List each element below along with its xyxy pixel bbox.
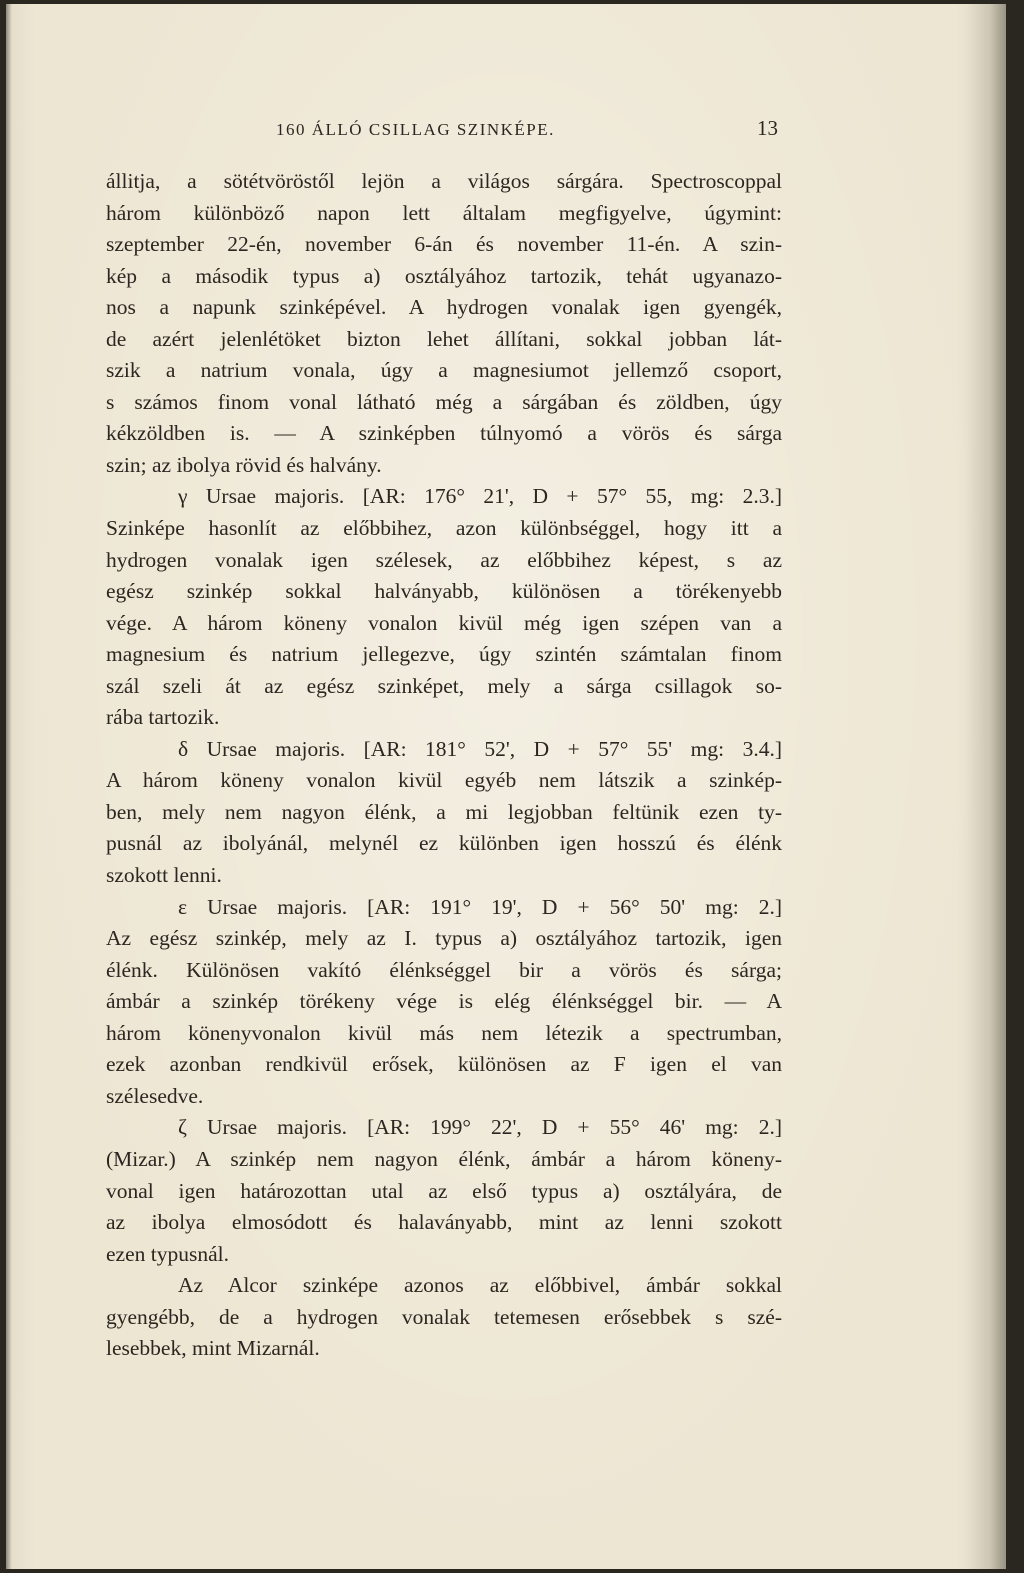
text-line: ben, mely nem nagyon élénk, a mi legjobban feltünik ezen ty-	[106, 799, 782, 824]
text-line: az ibolya elmosódott és halaványabb, mint az lenni szokott	[106, 1210, 782, 1235]
text-line: három különböző napon lett általam megfigyelve, úgymint:	[106, 200, 782, 225]
text-line: szokott lenni.	[106, 863, 222, 888]
text-line: kép a második typus a) osztályához tartozik, tehát ugyanazo-	[106, 263, 782, 288]
text-line: Szinképe hasonlít az előbbihez, azon különbséggel, hogy itt a	[106, 516, 782, 541]
text-line: nos a napunk szinképével. A hydrogen vonalak igen gyengék,	[106, 295, 782, 320]
text-line: vége. A három köneny vonalon kivül még igen szépen van a	[106, 610, 782, 635]
book-page	[6, 4, 1006, 1569]
text-line: (Mizar.) A szinkép nem nagyon élénk, ámbár a három köneny-	[106, 1146, 782, 1171]
text-line: magnesium és natrium jellegezve, úgy szintén számtalan finom	[106, 642, 782, 667]
body-text	[106, 166, 782, 1365]
text-line: de azért jelenlétöket bizton lehet állítani, sokkal jobban lát-	[106, 326, 782, 351]
text-line: ámbár a szinkép törékeny vége is elég élénkséggel bir. — A	[106, 989, 782, 1014]
page-number: 13	[757, 116, 778, 140]
entry-heading-epsilon: ε Ursae majoris. [AR: 191° 19', D + 56° 50' mg: 2.]	[178, 894, 782, 919]
text-line: egész szinkép sokkal halványabb, különösen a törékenyebb	[106, 579, 782, 604]
text-line: lesebbek, mint Mizarnál.	[106, 1336, 320, 1361]
running-head-title: 160 ÁLLÓ CSILLAG SZINKÉPE.	[276, 120, 555, 139]
text-line: hydrogen vonalak igen szélesek, az előbbihez képest, s az	[106, 547, 782, 572]
text-line: rába tartozik.	[106, 705, 220, 730]
entry-heading-delta: δ Ursae majoris. [AR: 181° 52', D + 57° 55' mg: 3.4.]	[178, 736, 782, 761]
entry-heading-gamma: γ Ursae majoris. [AR: 176° 21', D + 57° 55, mg: 2.3.]	[178, 484, 782, 509]
text-line: A három köneny vonalon kivül egyéb nem látszik a szinkép-	[106, 768, 782, 793]
text-line: állitja, a sötétvöröstől lejön a világos sárgára. Spectroscoppal	[106, 169, 782, 193]
text-line: pusnál az ibolyánál, melynél ez különben igen hosszú és élénk	[106, 831, 782, 856]
page-right-shadow	[966, 4, 1006, 1569]
text-line: vonal igen határozottan utal az első typus a) osztályára, de	[106, 1178, 782, 1203]
entry-heading-zeta: ζ Ursae majoris. [AR: 199° 22', D + 55° 46' mg: 2.]	[178, 1115, 782, 1140]
alcor-paragraph-start: Az Alcor szinképe azonos az előbbivel, ámbár sokkal	[178, 1273, 782, 1298]
text-line: szeptember 22-én, november 6-án és november 11-én. A szin-	[106, 232, 782, 257]
text-line: szélesedve.	[106, 1083, 204, 1108]
text-line: kékzöldben is. — A szinképben túlnyomó a vörös és sárga	[106, 421, 782, 446]
text-line: szin; az ibolya rövid és halvány.	[106, 452, 382, 477]
text-line: gyengébb, de a hydrogen vonalak tetemesen erősebbek s szé-	[106, 1304, 782, 1329]
text-line: Az egész szinkép, mely az I. typus a) osztályához tartozik, igen	[106, 926, 782, 951]
text-line: élénk. Különösen vakító élénkséggel bir a vörös és sárga;	[106, 957, 782, 982]
text-line: ezek azonban rendkivül erősek, különösen az F igen el van	[106, 1052, 782, 1077]
text-line: ezen typusnál.	[106, 1241, 229, 1266]
text-line: s számos finom vonal látható még a sárgában és zöldben, úgy	[106, 389, 782, 414]
page-left-shadow	[6, 4, 12, 1569]
text-line: három könenyvonalon kivül más nem létezik a spectrumban,	[106, 1020, 782, 1045]
text-line: szál szeli át az egész szinképet, mely a sárga csillagok so-	[106, 673, 782, 698]
text-line: szik a natrium vonala, úgy a magnesiumot jellemző csoport,	[106, 358, 782, 383]
running-head	[106, 116, 782, 146]
